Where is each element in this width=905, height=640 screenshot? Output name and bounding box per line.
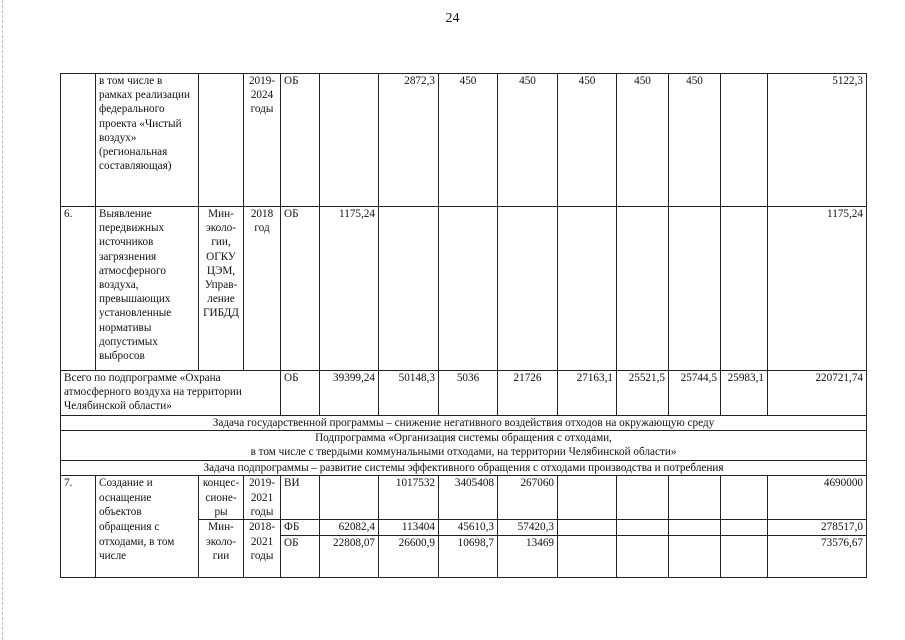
- section-heading-row: [61, 461, 867, 476]
- value-2022: [558, 207, 617, 371]
- executor: [199, 74, 244, 207]
- value-2020: [439, 207, 498, 371]
- value-2023: 450: [617, 74, 669, 207]
- value-2025: [721, 520, 768, 536]
- funding-source: ФБ: [281, 520, 320, 536]
- value-2024: [669, 476, 721, 520]
- value-2021: 21726: [498, 371, 558, 416]
- value-2022: [558, 520, 617, 536]
- table-row: [61, 476, 867, 520]
- value-2019: 1017532: [379, 476, 439, 520]
- value-2021: 450: [498, 74, 558, 207]
- subprogram-title: [61, 431, 867, 461]
- value-total: 220721,74: [768, 371, 867, 416]
- funding-source: ОБ: [281, 536, 320, 578]
- measure-name: в том числе в рамках реализации федерального проекта «Чистый воздух» (региональная составляющая): [96, 74, 199, 207]
- funding-source: ОБ: [281, 74, 320, 207]
- value-total: 73576,67: [768, 536, 867, 578]
- value-2021: 57420,3: [498, 520, 558, 536]
- value-2019: 50148,3: [379, 371, 439, 416]
- value-2019: 113404: [379, 520, 439, 536]
- years: 2018-2021 годы: [244, 520, 281, 578]
- value-2023: 25521,5: [617, 371, 669, 416]
- value-2020: 3405408: [439, 476, 498, 520]
- value-2021: 267060: [498, 476, 558, 520]
- value-2024: [669, 520, 721, 536]
- years: 2019-2024 годы: [244, 74, 281, 207]
- subprogram-task: Задача подпрограммы – развитие системы эффективного обращения с отходами производства и потребления: [61, 461, 867, 476]
- value-2024: [669, 207, 721, 371]
- value-2023: [617, 536, 669, 578]
- section-heading-row: [61, 416, 867, 431]
- value-2019: 2872,3: [379, 74, 439, 207]
- value-2021: [498, 207, 558, 371]
- subprogram-title-line-2: в том числе с твердыми коммунальными отходами, на территории Челябинской области»: [250, 446, 677, 459]
- row-number: [61, 74, 96, 207]
- value-2018: 1175,24: [320, 207, 379, 371]
- funding-source: ОБ: [281, 371, 320, 416]
- value-2024: 25744,5: [669, 371, 721, 416]
- value-2020: 10698,7: [439, 536, 498, 578]
- value-2022: 27163,1: [558, 371, 617, 416]
- total-label: Всего по подпрограмме «Охрана атмосферного воздуха на территории Челябинской области»: [61, 371, 281, 416]
- page-edge-marks: [2, 0, 4, 640]
- value-total: 5122,3: [768, 74, 867, 207]
- subprogram-title-line-1: Подпрограмма «Организация системы обращения с отходами,: [315, 432, 612, 445]
- value-2023: [617, 520, 669, 536]
- measure-name-part-2: обращения с отходами, в том числе: [99, 521, 175, 562]
- value-total: 278517,0: [768, 520, 867, 536]
- program-table: [60, 73, 867, 578]
- row-number: 7.: [61, 476, 96, 578]
- value-2025: [721, 476, 768, 520]
- value-2019: [379, 207, 439, 371]
- page-number: 24: [445, 11, 460, 26]
- executor: Мин-эколо-гии, ОГКУ ЦЭМ, Управ-ление ГИБДД: [199, 207, 244, 371]
- table-row-total: [61, 371, 867, 416]
- measure-name-part-1: Создание и оснащение объектов: [99, 477, 153, 518]
- section-heading-row: [61, 431, 867, 461]
- value-2023: [617, 207, 669, 371]
- value-2020: 5036: [439, 371, 498, 416]
- value-2018: 62082,4: [320, 520, 379, 536]
- value-2018: 22808,07: [320, 536, 379, 578]
- value-2020: 45610,3: [439, 520, 498, 536]
- value-2018: 39399,24: [320, 371, 379, 416]
- value-2018: [320, 74, 379, 207]
- value-2023: [617, 476, 669, 520]
- table-row: [61, 74, 867, 207]
- value-2024: 450: [669, 74, 721, 207]
- value-2025: [721, 74, 768, 207]
- executor: Мин-эколо-гии: [199, 520, 244, 578]
- value-2022: 450: [558, 74, 617, 207]
- funding-source: ВИ: [281, 476, 320, 520]
- value-2022: [558, 476, 617, 520]
- value-2022: [558, 536, 617, 578]
- value-2024: [669, 536, 721, 578]
- measure-name: [96, 476, 199, 578]
- years: 2018 год: [244, 207, 281, 371]
- value-2018: [320, 476, 379, 520]
- table-row: [61, 207, 867, 371]
- value-2025: [721, 536, 768, 578]
- value-2020: 450: [439, 74, 498, 207]
- value-2021: 13469: [498, 536, 558, 578]
- value-2025: [721, 207, 768, 371]
- value-2019: 26600,9: [379, 536, 439, 578]
- value-total: 1175,24: [768, 207, 867, 371]
- years: 2019-2021 годы: [244, 476, 281, 520]
- value-2025: 25983,1: [721, 371, 768, 416]
- value-total: 4690000: [768, 476, 867, 520]
- measure-name: Выявление передвижных источников загрязнения атмосферного воздуха, превышающих установленные нормативы допустимых выбросов: [96, 207, 199, 371]
- row-number: 6.: [61, 207, 96, 371]
- state-program-task: Задача государственной программы – снижение негативного воздействия отходов на окружающую среду: [61, 416, 867, 431]
- executor: концес-сионе-ры: [199, 476, 244, 520]
- funding-source: ОБ: [281, 207, 320, 371]
